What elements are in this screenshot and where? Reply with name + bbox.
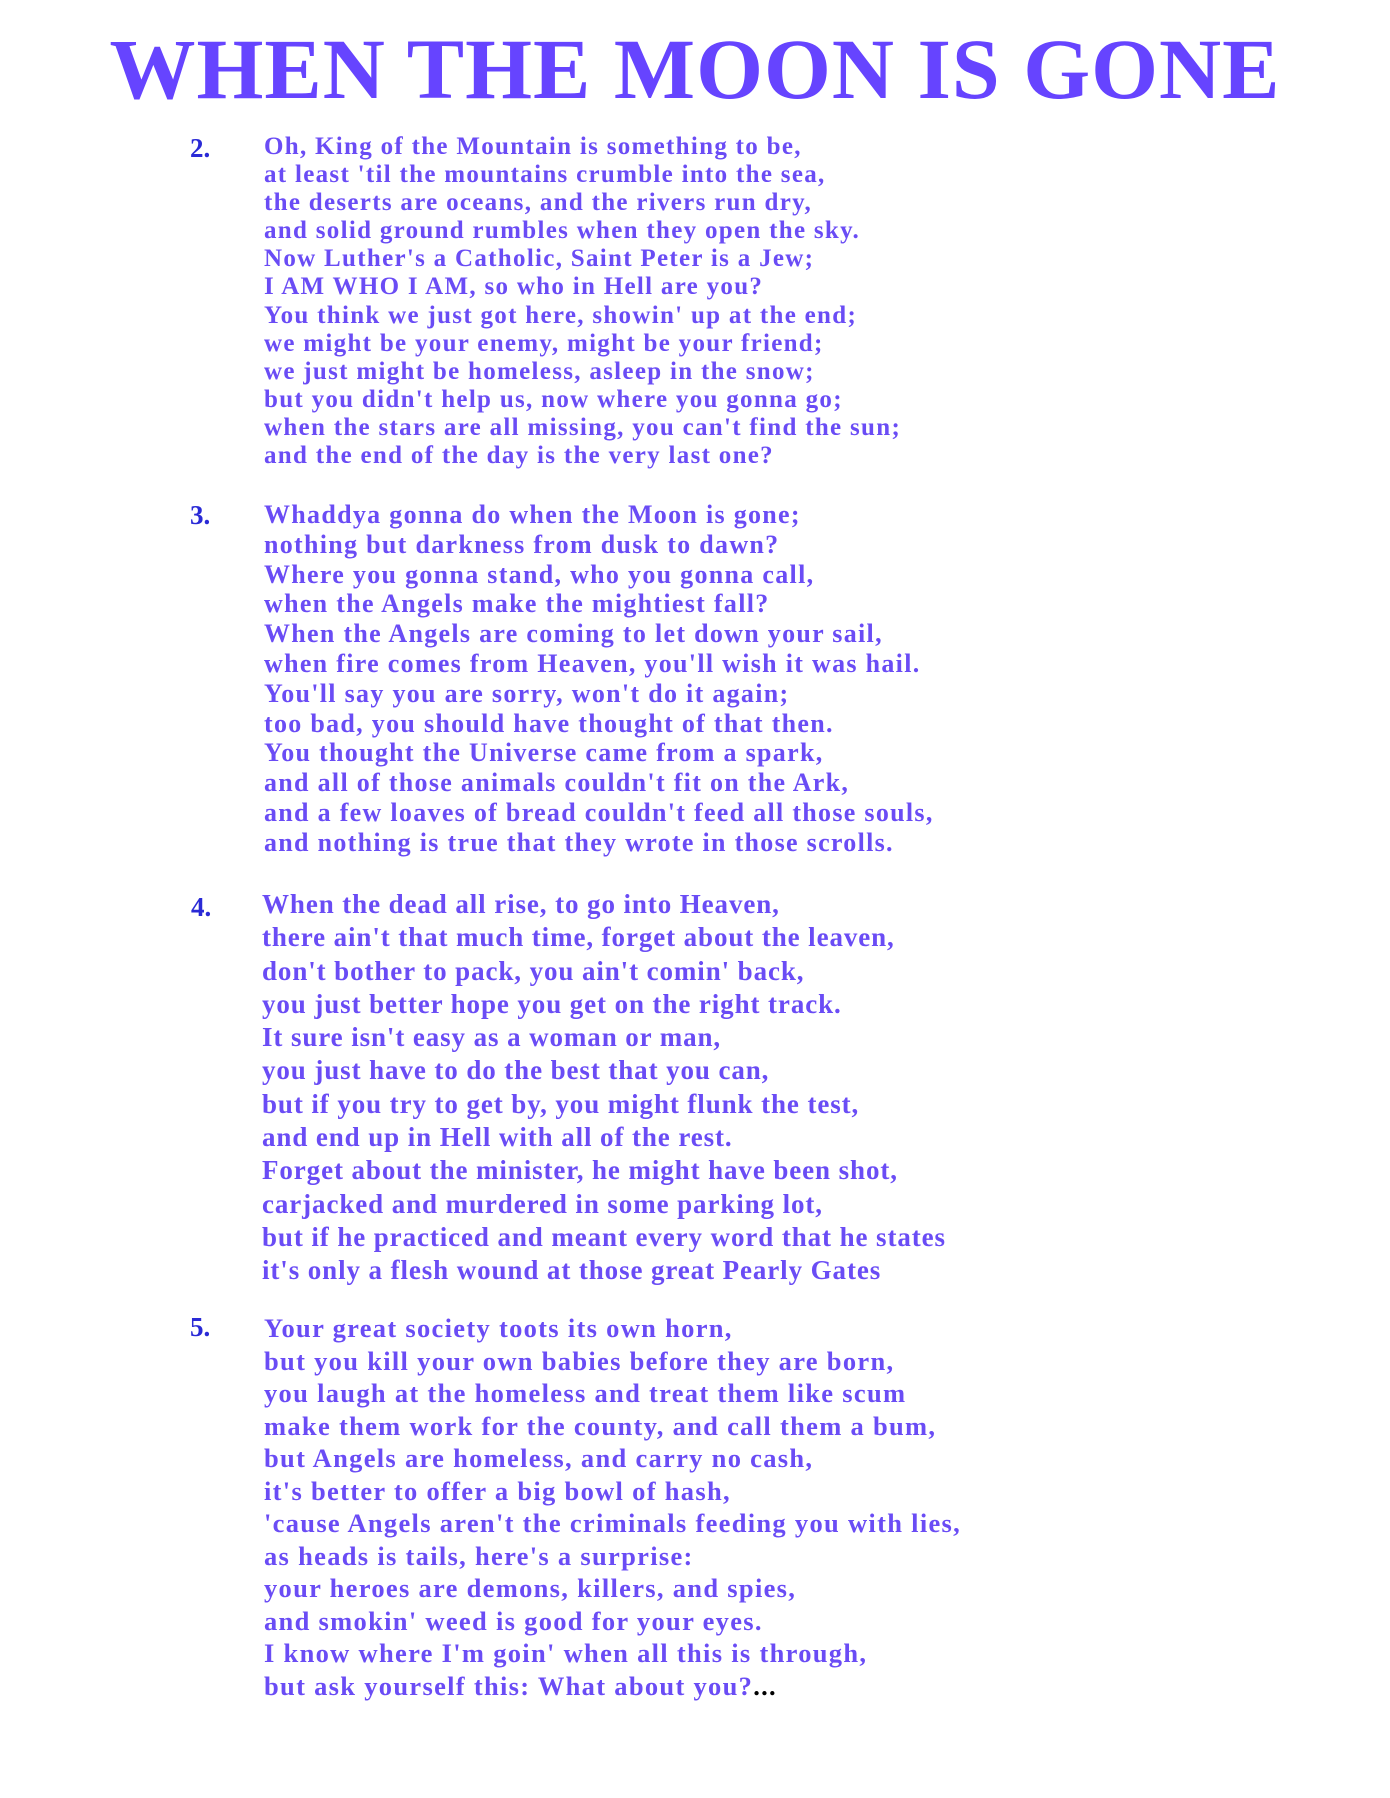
lyric-line: and all of those animals couldn't fit on the Ark,: [264, 768, 850, 798]
lyric-line: Forget about the minister, he might have been shot,: [262, 1155, 898, 1186]
lyric-line: I know where I'm goin' when all this is through,: [264, 1638, 868, 1668]
closing-ellipsis: ...: [753, 1670, 777, 1701]
lyric-line: it's only a flesh wound at those great Pearly Gates: [262, 1255, 882, 1286]
lyric-line: your heroes are demons, killers, and spies,: [264, 1573, 797, 1603]
verse-number: 2.: [190, 133, 211, 163]
lyric-line: as heads is tails, here's a surprise:: [264, 1540, 694, 1571]
verse-lines: [264, 133, 901, 470]
lyric-line: but you didn't help us, now where you gonna go;: [264, 385, 843, 413]
lyric-line: Whaddya gonna do when the Moon is gone;: [264, 500, 801, 529]
lyric-line: carjacked and murdered in some parking lot,: [262, 1188, 823, 1219]
verse-lines: [264, 500, 934, 858]
lyric-line: You thought the Universe came from a spark,: [264, 738, 824, 768]
lyric-line: You'll say you are sorry, won't do it again;: [264, 678, 790, 708]
lyric-line: at least 'til the mountains crumble into the sea,: [264, 161, 826, 189]
lyric-line: and solid ground rumbles when they open the sky.: [264, 217, 861, 245]
lyric-line: Where you gonna stand, who you gonna call,: [264, 559, 815, 589]
lyric-line: 'cause Angels aren't the criminals feeding you with lies,: [264, 1508, 962, 1538]
lyric-line: when fire comes from Heaven, you'll wish it was hail.: [264, 648, 921, 678]
lyric-line: we might be your enemy, might be your friend;: [264, 329, 824, 357]
lyric-line: don't bother to pack, you ain't comin' back,: [262, 955, 805, 986]
lyric-line: too bad, you should have thought of that then.: [264, 708, 834, 738]
final-lyric-line: [264, 1670, 961, 1703]
lyric-line: but if you try to get by, you might flunk the test,: [262, 1088, 860, 1119]
lyric-line: Now Luther's a Catholic, Saint Peter is a Jew;: [264, 245, 815, 273]
verse-lines: [262, 888, 946, 1288]
lyric-line: and smokin' weed is good for your eyes.: [264, 1605, 763, 1636]
lyric-line: we just might be homeless, asleep in the snow;: [264, 357, 815, 385]
lyric-line: it's better to offer a big bowl of hash,: [264, 1475, 731, 1506]
lyric-line: there ain't that much time, forget about the leaven,: [262, 922, 895, 953]
verse-number: 5.: [190, 1312, 211, 1342]
lyric-line: You think we just got here, showin' up at the end;: [264, 301, 858, 329]
lyric-line: and end up in Hell with all of the rest.: [262, 1122, 733, 1153]
lyric-line: When the Angels are coming to let down your sail,: [264, 619, 883, 649]
lyric-line-text: but ask yourself this: What about you?: [264, 1670, 754, 1701]
lyric-line: you laugh at the homeless and treat them like scum: [264, 1378, 907, 1408]
lyric-line: when the Angels make the mightiest fall?: [264, 589, 770, 619]
lyric-line: the deserts are oceans, and the rivers run dry,: [264, 189, 813, 217]
lyric-line: you just better hope you get on the right track.: [262, 988, 842, 1019]
verse-number: 4.: [191, 892, 212, 922]
lyric-line: when the stars are all missing, you can't find the sun;: [264, 413, 902, 441]
verse-lines: [264, 1312, 961, 1702]
lyric-line: nothing but darkness from dusk to dawn?: [264, 529, 780, 559]
lyric-line: you just have to do the best that you can,: [262, 1055, 770, 1086]
lyric-line: When the dead all rise, to go into Heaven,: [262, 889, 780, 919]
verse-number: 3.: [190, 500, 211, 530]
lyric-line: but you kill your own babies before they are born,: [264, 1345, 895, 1376]
lyric-line: and nothing is true that they wrote in those scrolls.: [264, 827, 894, 857]
lyric-line: and a few loaves of bread couldn't feed all those souls,: [264, 797, 934, 827]
lyric-line: but Angels are homeless, and carry no cash,: [264, 1443, 814, 1473]
lyric-line: and the end of the day is the very last one?: [264, 442, 774, 470]
lyric-line: Oh, King of the Mountain is something to be,: [264, 133, 802, 160]
lyric-line: but if he practiced and meant every word that he states: [262, 1221, 946, 1252]
song-title: WHEN THE MOON IS GONE: [109, 21, 1281, 117]
lyric-line: It sure isn't easy as a woman or man,: [262, 1022, 722, 1053]
lyric-line: make them work for the county, and call them a bum,: [264, 1410, 937, 1441]
lyric-line: Your great society toots its own horn,: [264, 1313, 733, 1343]
lyric-line: I AM WHO I AM, so who in Hell are you?: [264, 273, 764, 301]
